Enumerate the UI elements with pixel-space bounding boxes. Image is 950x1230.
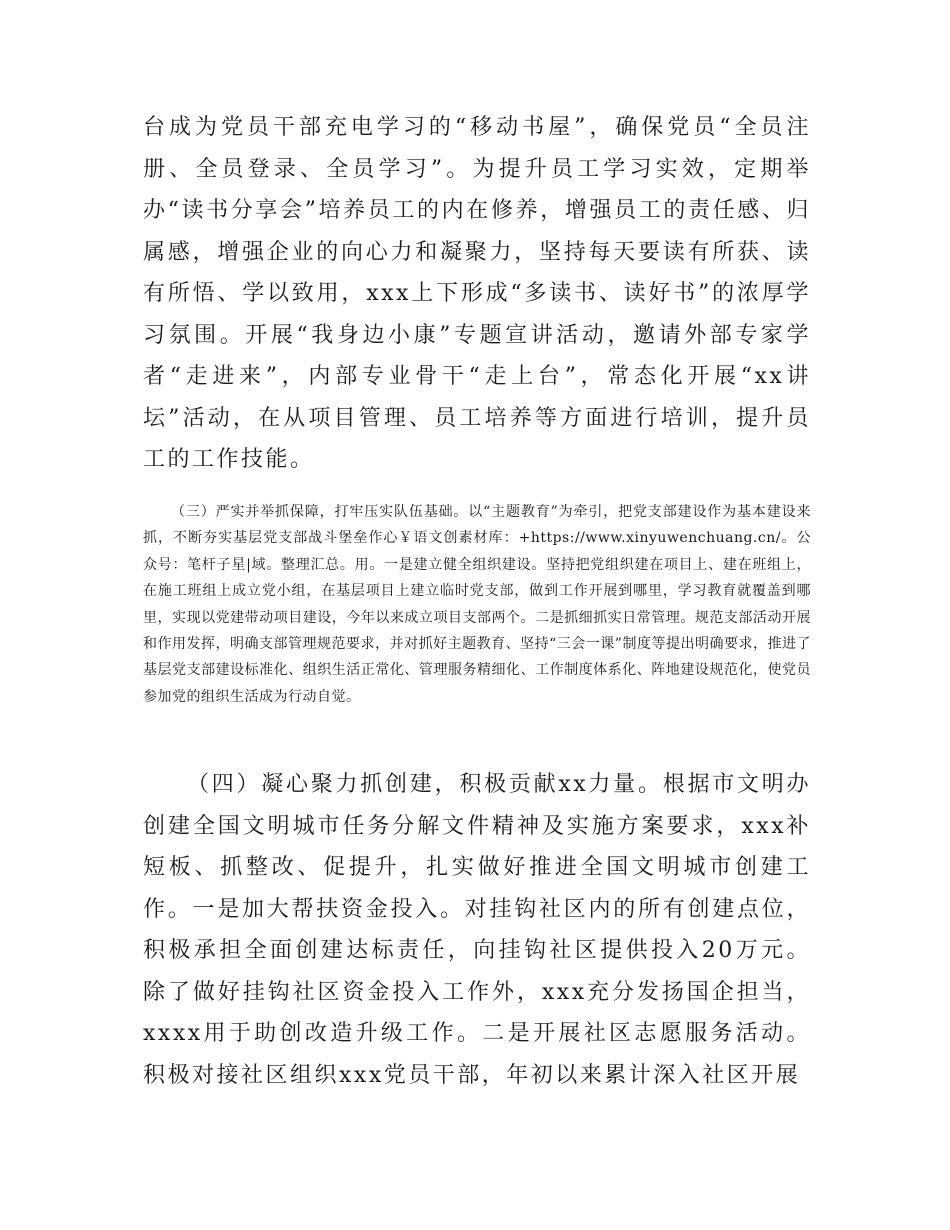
paragraph-continuation: 台成为党员干部充电学习的“移动书屋”，确保党员“全员注册、全员登录、全员学习”。为提升员工学习实效，定期举办“读书分享会”培养员工的内在修养，增强员工的责任感、归属感，增强企业的向心力和凝聚力，坚持每天要读有所获、读有所悟、学以致用，xxx上下形成“多读书、读好书”的浓厚学习氛围。开展“我身边小康”专题宣讲活动，邀请外部专家学者“走进来”，内部专业骨干“走上台”，常态化开展“xx讲坛”活动，在从项目管理、员工培养等方面进行培训，提升员工的工作技能。	[143, 115, 811, 472]
paragraph-section-three: （三）严实并举抓保障，打牢压实队伍基础。以“主题教育”为牵引，把党支部建设作为基本建设来抓，不断夯实基层党支部战斗堡垒作心￥语文创素材库：+https://www.xinyuwenchuang.cn/。公众号：笔杆子星|域。整理汇总。用。一是建立健全组织建设。坚持把党组织建在项目上、建在班组上，在施工班组上成立党小组，在基层项目上建立临时党支部，做到工作开展到哪里，学习教育就覆盖到哪里，实现以党建带动项目建设，今年以来成立项目支部两个。二是抓细抓实日常管理。规范支部活动开展和作用发挥，明确支部管理规范要求，并对抓好主题教育、坚持“三会一课”制度等提出明确要求，推进了基层党支部建设标准化、组织生活正常化、管理服务精细化、工作制度体系化、阵地建设规范化，使党员参加党的组织生活成为行动自觉。	[143, 504, 811, 705]
paragraph-section-four: （四）凝心聚力抓创建，积极贡献xx力量。根据市文明办创建全国文明城市任务分解文件精神及实施方案要求，xxx补短板、抓整改、促提升，扎实做好推进全国文明城市创建工作。一是加大帮扶资金投入。对挂钩社区内的所有创建点位，积极承担全面创建达标责任，向挂钩社区提供投入20万元。除了做好挂钩社区资金投入工作外，xxx充分发扬国企担当，xxxx用于助创改造升级工作。二是开展社区志愿服务活动。积极对接社区组织xxx党员干部，年初以来累计深入社区开展	[143, 772, 811, 1088]
